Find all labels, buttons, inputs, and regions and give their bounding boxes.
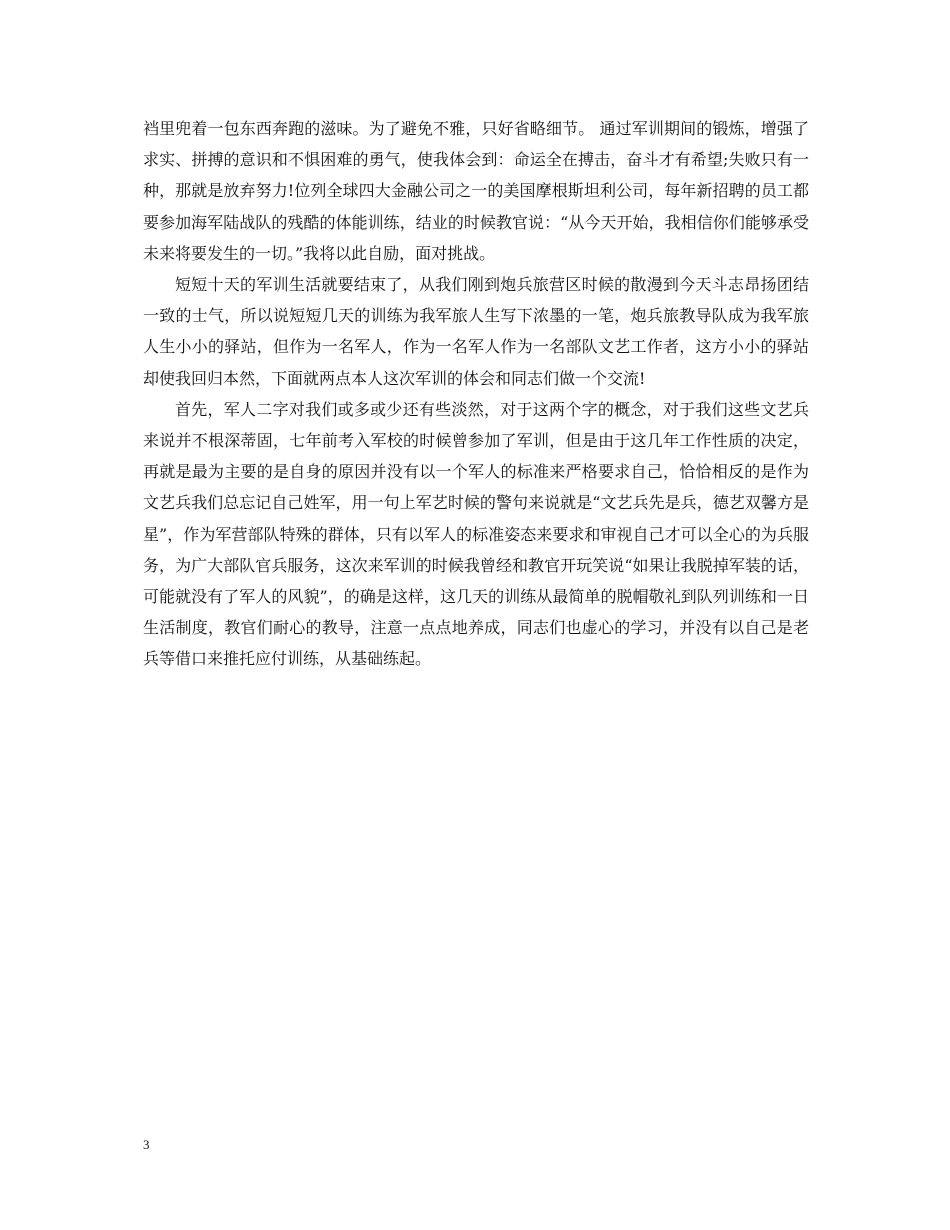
paragraph: 短短十天的军训生活就要结束了，从我们刚到炮兵旅营区时候的散漫到今天斗志昂扬团结一致的士气，所以说短短几天的训练为我军旅人生写下浓墨的一笔，炮兵旅教导队成为我军旅人生小小的驿站，但作为一名军人，作为一名军人作为一名部队文艺工作者，这方小小的驿站却使我回归本然，下面就两点本人这次军训的体会和同志们做一个交流!: [143, 275, 809, 388]
document-body: [143, 113, 809, 675]
paragraph-continued: 裆里兜着一包东西奔跑的滋味。为了避免不雅，只好省略细节。 通过军训期间的锻炼，增强了求实、拼搏的意识和不惧困难的勇气，使我体会到：命运全在搏击，奋斗才有希望;失败只有一种，那就是放弃努力!位列全球四大金融公司之一的美国摩根斯坦利公司，每年新招聘的员工都要参加海军陆战队的残酷的体能训练，结业的时候教官说：“从今天开始，我相信你们能够承受未来将要发生的一切。”我将以此自励，面对挑战。: [143, 119, 809, 263]
page-number: 3: [143, 1137, 150, 1152]
paragraph: 首先，军人二字对我们或多或少还有些淡然，对于这两个字的概念，对于我们这些文艺兵来说并不根深蒂固，七年前考入军校的时候曾参加了军训，但是由于这几年工作性质的决定，再就是最为主要的是自身的原因并没有以一个军人的标准来严格要求自己，恰恰相反的是作为文艺兵我们总忘记自己姓军，用一句上军艺时候的警句来说就是“文艺兵先是兵，德艺双馨方是星”，作为军营部队特殊的群体，只有以军人的标准姿态来要求和审视自己才可以全心的为兵服务，为广大部队官兵服务，这次来军训的时候我曾经和教官开玩笑说“如果让我脱掉军装的话，可能就没有了军人的风貌”，的确是这样，这几天的训练从最简单的脱帽敬礼到队列训练和一日生活制度，教官们耐心的教导，注意一点点地养成，同志们也虚心的学习，并没有以自己是老兵等借口来推托应付训练，从基础练起。: [143, 399, 809, 669]
